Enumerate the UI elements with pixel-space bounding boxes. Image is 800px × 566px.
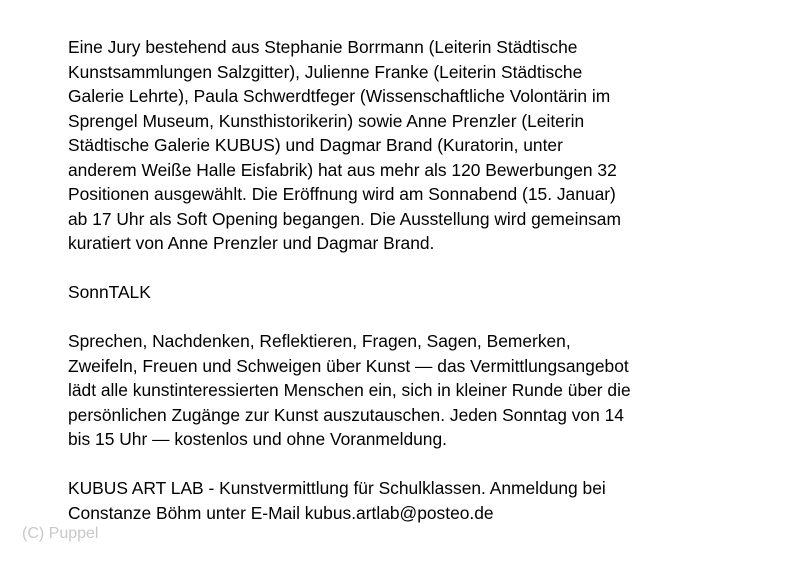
paragraph-artlab: KUBUS ART LAB - Kunstvermittlung für Schulklassen. Anmeldung bei Constanze Böhm unter E-Mail kubus.artlab@posteo.de [68,478,606,523]
heading-sonntalk: SonnTALK [68,282,151,302]
copyright-watermark: (C) Puppel [22,525,99,542]
paragraph-jury: Eine Jury bestehend aus Stephanie Borrmann (Leiterin Städtische Kunstsammlungen Salzgitter), Julienne Franke (Leiterin Städtische Galerie Lehrte), Paula Schwerdtfeger (Wissenschaftliche Volontärin im Sprengel Museum, Kunsthistorikerin) sowie Anne Prenzler (Leiterin Städtische Galerie KUBUS) und Dagmar Brand (Kuratorin, unter anderem Weiße Halle Eisfabrik) hat aus mehr als 120 Bewerbungen 32 Positionen ausgewählt. Die Eröffnung wird am Sonnabend (15. Januar) ab 17 Uhr als Soft Opening begangen. Die Ausstellung wird gemeinsam kuratiert von Anne Prenzler und Dagmar Brand. [68,37,621,253]
paragraph-sonntalk: Sprechen, Nachdenken, Reflektieren, Fragen, Sagen, Bemerken, Zweifeln, Freuen und Schweigen über Kunst — das Vermittlungsangebot lädt alle kunstinteressierten Menschen ein, sich in kleiner Runde über die persönlichen Zugänge zur Kunst auszutauschen. Jeden Sonntag von 14 bis 15 Uhr — kostenlos und ohne Voranmeldung. [68,331,631,449]
document-body [68,35,768,525]
paragraph-spacer [68,452,768,477]
paragraph-spacer [68,256,768,281]
paragraph-spacer [68,305,768,330]
